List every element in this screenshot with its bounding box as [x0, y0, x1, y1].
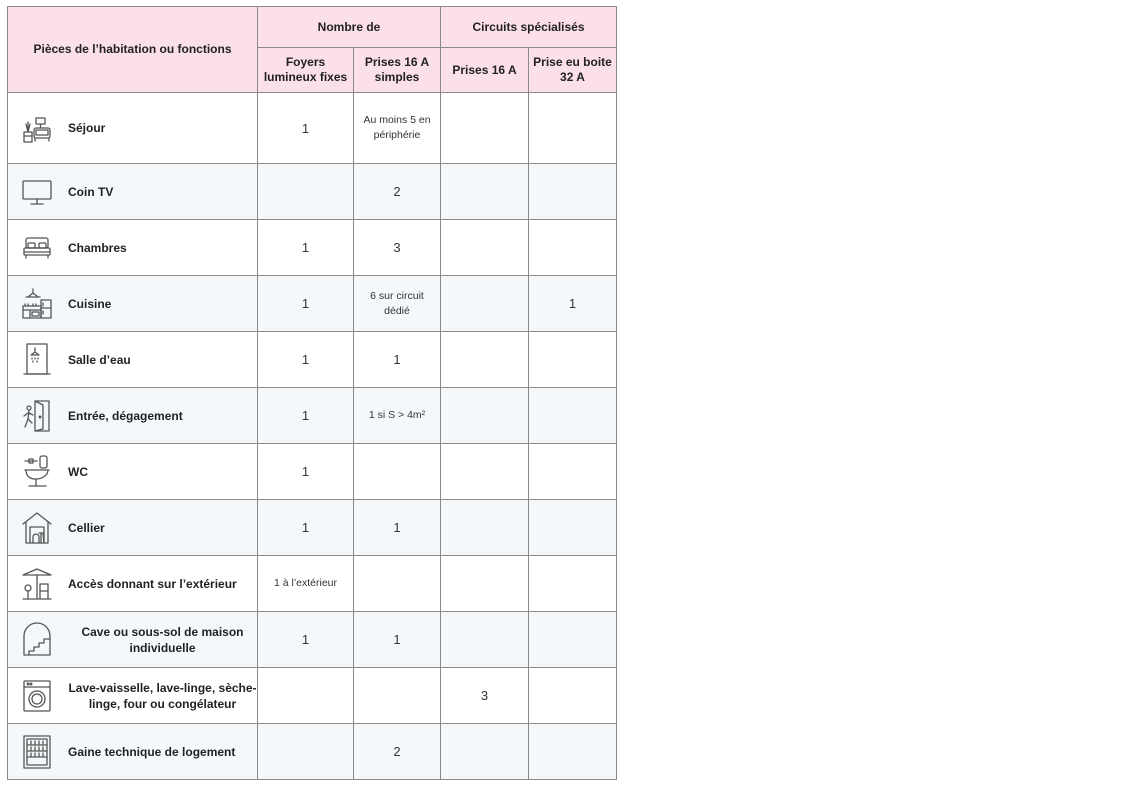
room-cell	[8, 220, 258, 276]
table-row	[8, 388, 617, 444]
electrical-panel-icon	[20, 732, 54, 772]
prises-simples-cell: 1	[354, 500, 441, 556]
foyers-cell: 1	[258, 388, 354, 444]
room-label: Accès donnant sur l’extérieur	[68, 576, 237, 591]
kitchen-icon	[20, 284, 54, 324]
room-cell	[8, 668, 258, 724]
prise-32a-cell	[529, 164, 617, 220]
prise-32a-cell	[529, 724, 617, 780]
prises-16a-cell	[441, 556, 529, 612]
room-cell	[8, 444, 258, 500]
prise-32a-cell	[529, 556, 617, 612]
room-cell	[8, 500, 258, 556]
room-cell	[8, 276, 258, 332]
table-row	[8, 220, 617, 276]
foyers-cell: 1 à l’extérieur	[258, 556, 354, 612]
prises-16a-cell: 3	[441, 668, 529, 724]
table-row	[8, 332, 617, 388]
electrical-requirements-table	[7, 6, 617, 780]
header-rooms: Pièces de l’habitation ou fonctions	[8, 7, 258, 93]
foyers-cell: 1	[258, 220, 354, 276]
prises-simples-cell: 3	[354, 220, 441, 276]
room-label: Cuisine	[68, 296, 112, 311]
room-label: Coin TV	[68, 184, 114, 199]
prise-32a-cell	[529, 93, 617, 164]
prises-16a-cell	[441, 612, 529, 668]
living-room-icon	[20, 108, 54, 148]
prises-simples-cell	[354, 668, 441, 724]
prises-simples-cell	[354, 444, 441, 500]
foyers-cell: 1	[258, 500, 354, 556]
room-label: Salle d’eau	[68, 352, 131, 367]
prise-32a-cell	[529, 388, 617, 444]
foyers-cell	[258, 724, 354, 780]
room-cell	[8, 332, 258, 388]
table-row	[8, 556, 617, 612]
prises-simples-cell	[354, 556, 441, 612]
room-label: Lave-vaisselle, lave-linge, sèche-linge, four ou congélateur	[68, 680, 257, 711]
foyers-cell: 1	[258, 93, 354, 164]
table-row	[8, 668, 617, 724]
room-cell	[8, 724, 258, 780]
header-circuits-specialises: Circuits spécialisés	[441, 7, 617, 48]
room-cell	[8, 612, 258, 668]
bed-icon	[20, 228, 54, 268]
storeroom-icon	[20, 508, 54, 548]
foyers-cell: 1	[258, 612, 354, 668]
foyers-cell	[258, 668, 354, 724]
prises-16a-cell	[441, 220, 529, 276]
prises-16a-cell	[441, 93, 529, 164]
room-cell	[8, 93, 258, 164]
table-row	[8, 500, 617, 556]
prises-16a-cell	[441, 276, 529, 332]
room-label: Entrée, dégagement	[68, 408, 183, 423]
room-label: Cellier	[68, 520, 105, 535]
table-row	[8, 612, 617, 668]
room-label: Gaine technique de logement	[68, 744, 236, 759]
prise-32a-cell	[529, 444, 617, 500]
foyers-cell: 1	[258, 276, 354, 332]
prises-simples-cell: Au moins 5 en périphérie	[354, 93, 441, 164]
room-label: Cave ou sous-sol de maison individuelle	[81, 624, 244, 655]
prise-32a-cell	[529, 220, 617, 276]
prises-16a-cell	[441, 388, 529, 444]
header-foyers-lumineux: Foyers lumineux fixes	[258, 48, 354, 93]
room-label: Séjour	[68, 121, 106, 135]
table-row	[8, 724, 617, 780]
room-cell	[8, 556, 258, 612]
prises-16a-cell	[441, 500, 529, 556]
prises-simples-cell: 2	[354, 724, 441, 780]
table-row	[8, 444, 617, 500]
header-nombre-de: Nombre de	[258, 7, 441, 48]
shower-icon	[20, 340, 54, 380]
prises-simples-cell: 1	[354, 332, 441, 388]
table-row	[8, 93, 617, 164]
toilet-icon	[20, 452, 54, 492]
room-cell	[8, 388, 258, 444]
foyers-cell: 1	[258, 444, 354, 500]
room-cell	[8, 164, 258, 220]
prises-simples-cell: 1 si S > 4m²	[354, 388, 441, 444]
header-prises-simples: Prises 16 A simples	[354, 48, 441, 93]
header-prise-32a: Prise eu boite 32 A	[529, 48, 617, 93]
table-row	[8, 164, 617, 220]
prises-16a-cell	[441, 332, 529, 388]
prises-simples-cell: 6 sur circuit dédié	[354, 276, 441, 332]
prises-16a-cell	[441, 724, 529, 780]
washing-machine-icon	[20, 676, 54, 716]
prises-simples-cell: 1	[354, 612, 441, 668]
prise-32a-cell: 1	[529, 276, 617, 332]
header-prises-16a: Prises 16 A	[441, 48, 529, 93]
table-row	[8, 276, 617, 332]
room-label: Chambres	[68, 240, 127, 255]
tv-icon	[20, 172, 54, 212]
outdoor-access-icon	[20, 564, 54, 604]
prise-32a-cell	[529, 500, 617, 556]
prises-simples-cell: 2	[354, 164, 441, 220]
prise-32a-cell	[529, 612, 617, 668]
foyers-cell	[258, 164, 354, 220]
entrance-icon	[20, 396, 54, 436]
cellar-stairs-icon	[20, 620, 54, 660]
room-label: WC	[68, 464, 88, 479]
foyers-cell: 1	[258, 332, 354, 388]
prises-16a-cell	[441, 444, 529, 500]
prise-32a-cell	[529, 332, 617, 388]
prise-32a-cell	[529, 668, 617, 724]
prises-16a-cell	[441, 164, 529, 220]
